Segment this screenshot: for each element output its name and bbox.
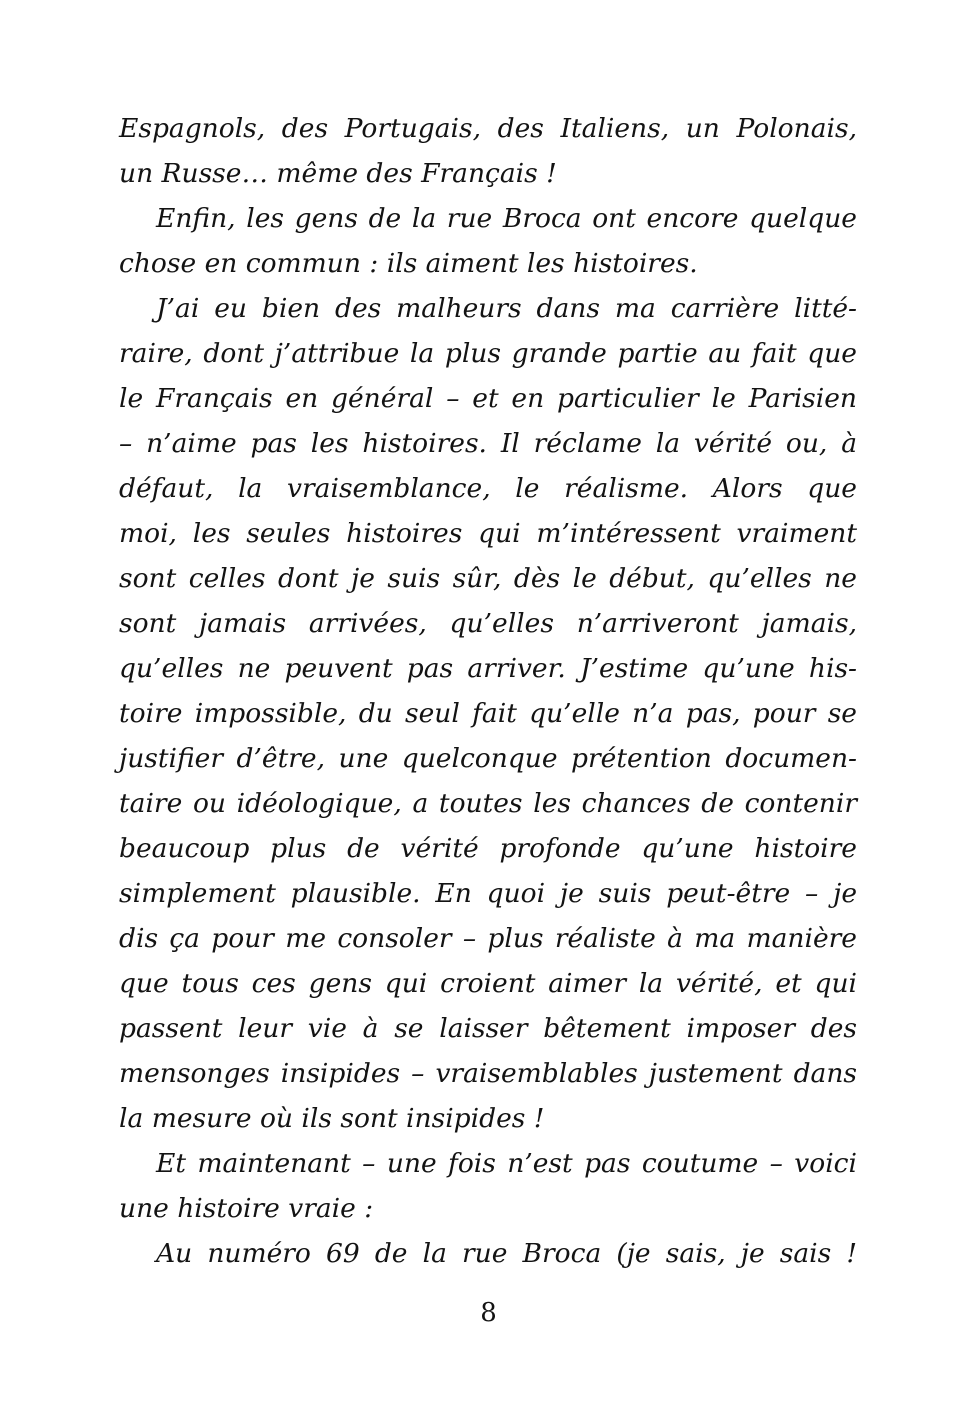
text-line: mensonges insipides – vraisemblables justement dans <box>119 1058 857 1089</box>
paragraph <box>119 286 857 1141</box>
text-line: Enfin, les gens de la rue Broca ont encore quelque <box>156 203 857 234</box>
text-line: dis ça pour me consoler – plus réaliste à ma manière <box>119 923 857 954</box>
paragraph <box>119 106 857 196</box>
page-number: 8 <box>480 1298 497 1328</box>
text-line: une histoire vraie : <box>119 1193 374 1224</box>
text-line: chose en commun : ils aiment les histoires. <box>119 248 698 279</box>
text-line: toire impossible, du seul fait qu’elle n’a pas, pour se <box>119 698 857 729</box>
text-line: – n’aime pas les histoires. Il réclame la vérité ou, à <box>119 428 857 459</box>
text-line: défaut, la vraisemblance, le réalisme. Alors que <box>119 473 857 504</box>
text-line: que tous ces gens qui croient aimer la vérité, et qui <box>119 968 857 999</box>
text-line: un Russe… même des Français ! <box>119 158 557 189</box>
text-line: la mesure où ils sont insipides ! <box>119 1103 545 1134</box>
text-line: Au numéro 69 de la rue Broca (je sais, je sais ! <box>156 1238 857 1269</box>
text-line: moi, les seules histoires qui m’intéressent vraiment <box>119 518 857 549</box>
text-line: sont jamais arrivées, qu’elles n’arriveront jamais, <box>119 608 857 639</box>
text-line: J’ai eu bien des malheurs dans ma carrière litté- <box>156 293 857 324</box>
text-line: justifier d’être, une quelconque prétention documen- <box>119 743 857 774</box>
text-line: simplement plausible. En quoi je suis peut-être – je <box>119 878 857 909</box>
page-text <box>119 106 857 1276</box>
paragraph <box>119 1141 857 1231</box>
text-line: Espagnols, des Portugais, des Italiens, un Polonais, <box>119 113 857 144</box>
text-line: beaucoup plus de vérité profonde qu’une histoire <box>119 833 857 864</box>
text-line: sont celles dont je suis sûr, dès le début, qu’elles ne <box>119 563 857 594</box>
text-line: le Français en général – et en particulier le Parisien <box>119 383 857 414</box>
text-line: taire ou idéologique, a toutes les chances de contenir <box>119 788 857 819</box>
text-line: qu’elles ne peuvent pas arriver. J’estime qu’une his- <box>119 653 857 684</box>
paragraph <box>119 1231 857 1276</box>
text-line: Et maintenant – une fois n’est pas coutume – voici <box>156 1148 857 1179</box>
text-line: raire, dont j’attribue la plus grande partie au fait que <box>119 338 857 369</box>
text-line: passent leur vie à se laisser bêtement imposer des <box>119 1013 857 1044</box>
paragraph <box>119 196 857 286</box>
